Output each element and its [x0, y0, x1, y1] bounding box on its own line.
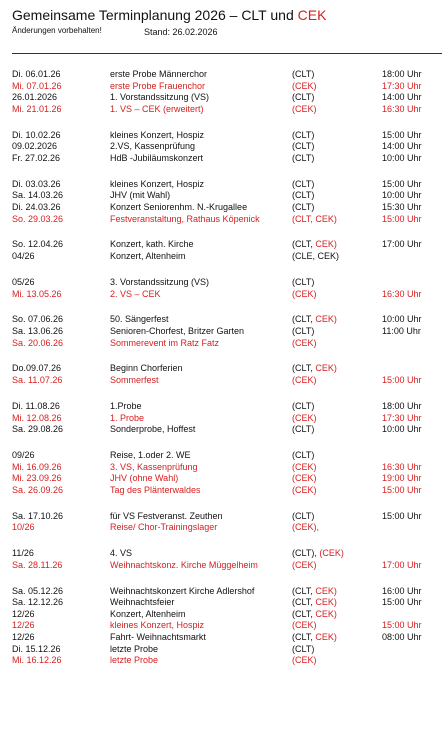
schedule-row [0, 363, 448, 375]
document-header [12, 6, 442, 35]
entry-time: 10:00 Uhr [382, 314, 422, 325]
entry-group-main: (CEK) [292, 484, 317, 495]
entry-group-main: (CLT) [292, 141, 315, 152]
section-spacer [0, 349, 448, 363]
entry-group [292, 153, 314, 165]
entry-group-main: (CLE, CEK) [292, 251, 340, 262]
entry-event: Beginn Chorferien [110, 363, 183, 374]
entry-group-main: (CLT) [292, 190, 315, 201]
entry-group-cek: CEK) [315, 314, 337, 325]
entry-group-main: (CLT, [292, 314, 316, 325]
entry-group-main: (CEK) [292, 461, 317, 472]
entry-group-main: (CLT) [292, 643, 315, 654]
schedule-list [0, 69, 448, 667]
entry-event: 3. Vorstandssitzung (VS) [110, 276, 210, 287]
entry-group-main: (CEK) [292, 337, 317, 348]
schedule-row [0, 214, 448, 226]
section-spacer [0, 436, 448, 450]
entry-event: erste Probe Frauenchor [110, 80, 206, 91]
entry-date: Fr. 27.02.26 [12, 152, 61, 163]
entry-event: kleines Konzert, Hospiz [110, 620, 205, 631]
schedule-row [0, 289, 448, 301]
entry-event: kleines Konzert, Hospiz [110, 178, 205, 189]
entry-event: Konzert Seniorenhm. N.-Krugallee [110, 201, 248, 212]
entry-date: 12/26 [12, 608, 35, 619]
entry-date: 04/26 [12, 251, 35, 262]
entry-date: Sa. 26.09.26 [12, 484, 64, 495]
entry-date: Di. 03.03.26 [12, 178, 61, 189]
entry-date: Sa. 29.08.26 [12, 424, 64, 435]
entry-time: 10:00 Uhr [382, 152, 422, 163]
entry-group [292, 655, 317, 667]
entry-event: 3. VS, Kassenprüfung [110, 461, 198, 472]
entry-group [292, 92, 314, 104]
entry-event: JHV (mit Wahl) [110, 190, 171, 201]
entry-group-main: (CEK) [292, 80, 317, 91]
entry-group [292, 190, 314, 202]
entry-time: 16:30 Uhr [382, 288, 422, 299]
entry-time: 15:00 Uhr [382, 620, 422, 631]
entry-group-main: (CLT) [292, 276, 315, 287]
schedule-row [0, 655, 448, 667]
schedule-row [0, 548, 448, 560]
entry-event: Konzert, Altenheim [110, 251, 186, 262]
entry-group [292, 511, 314, 523]
entry-group [292, 586, 337, 598]
entry-group [292, 450, 314, 462]
section-spacer [0, 300, 448, 314]
entry-event: 1. Vorstandssitzung (VS) [110, 92, 210, 103]
entry-date: Di. 06.01.26 [12, 69, 61, 79]
section-spacer [0, 115, 448, 129]
entry-time: 15:00 Uhr [382, 597, 422, 608]
entry-event: 1.Probe [110, 400, 142, 411]
entry-event: Senioren-Chorfest, Britzer Garten [110, 325, 245, 336]
schedule-row [0, 620, 448, 632]
entry-group-cek: CEK) [315, 213, 337, 224]
entry-group-main: (CLT, [292, 597, 316, 608]
entry-date: 26.01.2026 [12, 92, 58, 103]
entry-group-main: (CLT, [292, 585, 316, 596]
schedule-row [0, 326, 448, 338]
schedule-row [0, 473, 448, 485]
entry-event: JHV (ohne Wahl) [110, 473, 179, 484]
entry-group-main: (CLT) [292, 510, 315, 521]
entry-group-cek: CEK) [315, 239, 337, 250]
entry-group [292, 141, 314, 153]
entry-group-cek: CEK) [315, 363, 337, 374]
entry-group [292, 413, 317, 425]
entry-group [292, 326, 314, 338]
schedule-row [0, 597, 448, 609]
entry-group [292, 424, 314, 436]
section-spacer [0, 225, 448, 239]
entry-group-main: (CEK) [292, 103, 317, 114]
entry-date: Di. 24.03.26 [12, 201, 61, 212]
section-spacer [0, 164, 448, 178]
entry-group-main: (CLT, [292, 239, 316, 250]
entry-time: 15:30 Uhr [382, 201, 422, 212]
entry-time: 15:00 Uhr [382, 510, 422, 521]
entry-group [292, 462, 317, 474]
entry-event: 1. Probe [110, 412, 145, 423]
entry-date: 09.02.2026 [12, 141, 58, 152]
schedule-row [0, 413, 448, 425]
entry-group-main: (CLT) [292, 400, 315, 411]
entry-event: 1. VS – CEK (erweitert) [110, 103, 204, 114]
entry-event: Festveranstaltung, Rathaus Köpenick [110, 213, 260, 224]
entry-event: erste Probe Männerchor [110, 69, 208, 79]
schedule-row [0, 485, 448, 497]
schedule-row [0, 69, 448, 81]
entry-date: Mi. 07.01.26 [12, 80, 62, 91]
entry-group-main: (CLT) [292, 424, 315, 435]
entry-date: 10/26 [12, 522, 35, 533]
entry-event: für VS Festveranst. Zeuthen [110, 510, 223, 521]
entry-group [292, 314, 337, 326]
entry-event: Sommerfest [110, 375, 159, 386]
entry-group-main: (CLT) [292, 178, 315, 189]
entry-group [292, 597, 337, 609]
entry-group-cek: CEK) [315, 597, 337, 608]
entry-group-main: (CEK) [292, 412, 317, 423]
entry-group [292, 130, 314, 142]
entry-group [292, 473, 317, 485]
changes-note: Änderungen vorbehalten! [12, 26, 102, 35]
entry-time: 17:30 Uhr [382, 80, 422, 91]
entry-date: Mi. 16.12.26 [12, 655, 62, 666]
entry-event: Sommerevent im Ratz Fatz [110, 337, 220, 348]
schedule-row [0, 104, 448, 116]
entry-group-main: (CEK) [292, 375, 317, 386]
entry-group [292, 338, 317, 350]
entry-group-cek: CEK) [315, 585, 337, 596]
entry-date: Mi. 13.05.26 [12, 288, 62, 299]
entry-event: Weihnachtsfeier [110, 597, 175, 608]
entry-group-main: (CLT, [292, 608, 316, 619]
entry-time: 18:00 Uhr [382, 69, 422, 79]
entry-group-cek: (CEK) [319, 548, 344, 559]
entry-group [292, 548, 344, 560]
entry-event: Weihnachtskonz. Kirche Müggelheim [110, 559, 258, 570]
entry-group [292, 251, 339, 263]
entry-event: 2.VS, Kassenprüfung [110, 141, 196, 152]
schedule-row [0, 609, 448, 621]
entry-group [292, 644, 314, 656]
schedule-row [0, 130, 448, 142]
entry-date: Di. 15.12.26 [12, 643, 61, 654]
entry-group-main: (CLT, [292, 632, 316, 643]
schedule-row [0, 251, 448, 263]
entry-date: 05/26 [12, 276, 35, 287]
schedule-row [0, 644, 448, 656]
entry-time: 18:00 Uhr [382, 400, 422, 411]
entry-date: Di. 11.08.26 [12, 400, 60, 411]
entry-date: Mi. 16.09.26 [12, 461, 62, 472]
entry-time: 16:30 Uhr [382, 461, 422, 472]
entry-group-main: (CLT) [292, 201, 315, 212]
entry-group-main: (CLT) [292, 129, 315, 140]
entry-date: 12/26 [12, 620, 35, 631]
schedule-row [0, 277, 448, 289]
entry-time: 10:00 Uhr [382, 424, 422, 435]
entry-group [292, 363, 337, 375]
schedule-row [0, 522, 448, 534]
entry-time: 17:00 Uhr [382, 239, 422, 250]
section-spacer [0, 387, 448, 401]
entry-date: So. 29.03.26 [12, 213, 64, 224]
schedule-row [0, 560, 448, 572]
schedule-row [0, 632, 448, 644]
schedule-row [0, 462, 448, 474]
entry-date: 11/26 [12, 548, 34, 559]
entry-time: 14:00 Uhr [382, 92, 422, 103]
section-spacer [0, 496, 448, 510]
page-title [12, 6, 442, 24]
entry-group [292, 81, 317, 93]
schedule-row [0, 179, 448, 191]
entry-group-main: (CEK) [292, 559, 317, 570]
schedule-row [0, 202, 448, 214]
entry-time: 15:00 Uhr [382, 484, 422, 495]
schedule-row [0, 314, 448, 326]
entry-group [292, 69, 314, 81]
stand-date: Stand: 26.02.2026 [144, 27, 218, 37]
entry-time: 16:30 Uhr [382, 103, 422, 114]
entry-group [292, 214, 337, 226]
entry-event: 2. VS – CEK [110, 288, 161, 299]
schedule-row [0, 375, 448, 387]
entry-date: Sa. 14.03.26 [12, 190, 64, 201]
entry-time: 16:00 Uhr [382, 585, 422, 596]
entry-date: Sa. 17.10.26 [12, 510, 64, 521]
schedule-row [0, 424, 448, 436]
entry-event: 4. VS [110, 548, 133, 559]
entry-date: Sa. 28.11.26 [12, 559, 63, 570]
entry-date: Sa. 05.12.26 [12, 585, 64, 596]
entry-time: 17:00 Uhr [382, 559, 422, 570]
subtitle-line [12, 26, 442, 35]
entry-time: 15:00 Uhr [382, 129, 422, 140]
entry-date: Mi. 21.01.26 [12, 103, 62, 114]
entry-date: Sa. 12.12.26 [12, 597, 64, 608]
section-spacer [0, 263, 448, 277]
entry-event: letzte Probe [110, 655, 159, 666]
entry-date: Di. 10.02.26 [12, 129, 61, 140]
entry-event: Fahrt- Weihnachtsmarkt [110, 632, 206, 643]
header-divider [12, 53, 442, 54]
entry-event: kleines Konzert, Hospiz [110, 129, 205, 140]
entry-time: 15:00 Uhr [382, 213, 422, 224]
entry-group [292, 560, 317, 572]
entry-group [292, 179, 314, 191]
entry-time: 11:00 Uhr [382, 325, 421, 336]
entry-group-main: (CEK) [292, 655, 317, 666]
entry-group [292, 609, 337, 621]
entry-group-main: (CEK) [292, 288, 317, 299]
entry-group-main: (CEK), [292, 522, 319, 533]
entry-group [292, 375, 317, 387]
entry-time: 15:00 Uhr [382, 375, 422, 386]
schedule-row [0, 190, 448, 202]
entry-group-main: (CEK) [292, 620, 317, 631]
entry-group-main: (CLT) [292, 325, 315, 336]
entry-event: Weihnachtskonzert Kirche Adlershof [110, 585, 255, 596]
schedule-row [0, 239, 448, 251]
entry-date: Mi. 12.08.26 [12, 412, 62, 423]
schedule-row [0, 338, 448, 350]
entry-date: Sa. 13.06.26 [12, 325, 64, 336]
entry-time: 10:00 Uhr [382, 190, 422, 201]
schedule-row [0, 92, 448, 104]
entry-group [292, 104, 317, 116]
entry-date: 12/26 [12, 632, 35, 643]
entry-time: 17:30 Uhr [382, 412, 422, 423]
entry-group-main: (CLT, [292, 363, 316, 374]
entry-group-main: (CLT) [292, 92, 315, 103]
entry-group [292, 202, 314, 214]
entry-time: 14:00 Uhr [382, 141, 422, 152]
entry-group [292, 522, 319, 534]
entry-group-cek: CEK) [315, 632, 337, 643]
entry-event: HdB -Jubiläumskonzert [110, 152, 204, 163]
title-main: Gemeinsame Terminplanung 2026 – CLT und [12, 7, 298, 23]
entry-date: 09/26 [12, 450, 35, 461]
entry-time: 19:00 Uhr [382, 473, 422, 484]
entry-event: Sonderprobe, Hoffest [110, 424, 196, 435]
title-cek: CEK [297, 7, 327, 23]
entry-group [292, 277, 314, 289]
entry-group-main: (CLT) [292, 69, 315, 79]
schedule-row [0, 586, 448, 598]
schedule-row [0, 141, 448, 153]
entry-time: 15:00 Uhr [382, 178, 422, 189]
entry-date: Sa. 20.06.26 [12, 337, 64, 348]
entry-event: Reise/ Chor-Trainingslager [110, 522, 218, 533]
entry-event: letzte Probe [110, 643, 159, 654]
schedule-row [0, 511, 448, 523]
section-spacer [0, 571, 448, 585]
entry-event: Tag des Plänterwaldes [110, 484, 201, 495]
entry-time: 08:00 Uhr [382, 632, 422, 643]
entry-group [292, 239, 337, 251]
entry-date: So. 12.04.26 [12, 239, 64, 250]
entry-group [292, 620, 317, 632]
entry-group-main: (CLT) [292, 152, 315, 163]
entry-group-main: (CLT), [292, 548, 320, 559]
schedule-row [0, 81, 448, 93]
entry-group [292, 401, 314, 413]
entry-event: Konzert, Altenheim [110, 608, 186, 619]
entry-event: Reise, 1.oder 2. WE [110, 450, 191, 461]
entry-date: Do.09.07.26 [12, 363, 62, 374]
entry-group-main: (CEK) [292, 473, 317, 484]
entry-date: So. 07.06.26 [12, 314, 64, 325]
schedule-row [0, 450, 448, 462]
entry-date: Sa. 11.07.26 [12, 375, 63, 386]
entry-date: Mi. 23.09.26 [12, 473, 62, 484]
entry-event: Konzert, kath. Kirche [110, 239, 194, 250]
section-spacer [0, 534, 448, 548]
entry-event: 50. Sängerfest [110, 314, 169, 325]
entry-group [292, 289, 317, 301]
entry-group-cek: CEK) [315, 608, 337, 619]
entry-group-main: (CLT, [292, 213, 316, 224]
schedule-row [0, 401, 448, 413]
schedule-row [0, 153, 448, 165]
entry-group [292, 632, 337, 644]
entry-group-main: (CLT) [292, 450, 315, 461]
entry-group [292, 485, 317, 497]
